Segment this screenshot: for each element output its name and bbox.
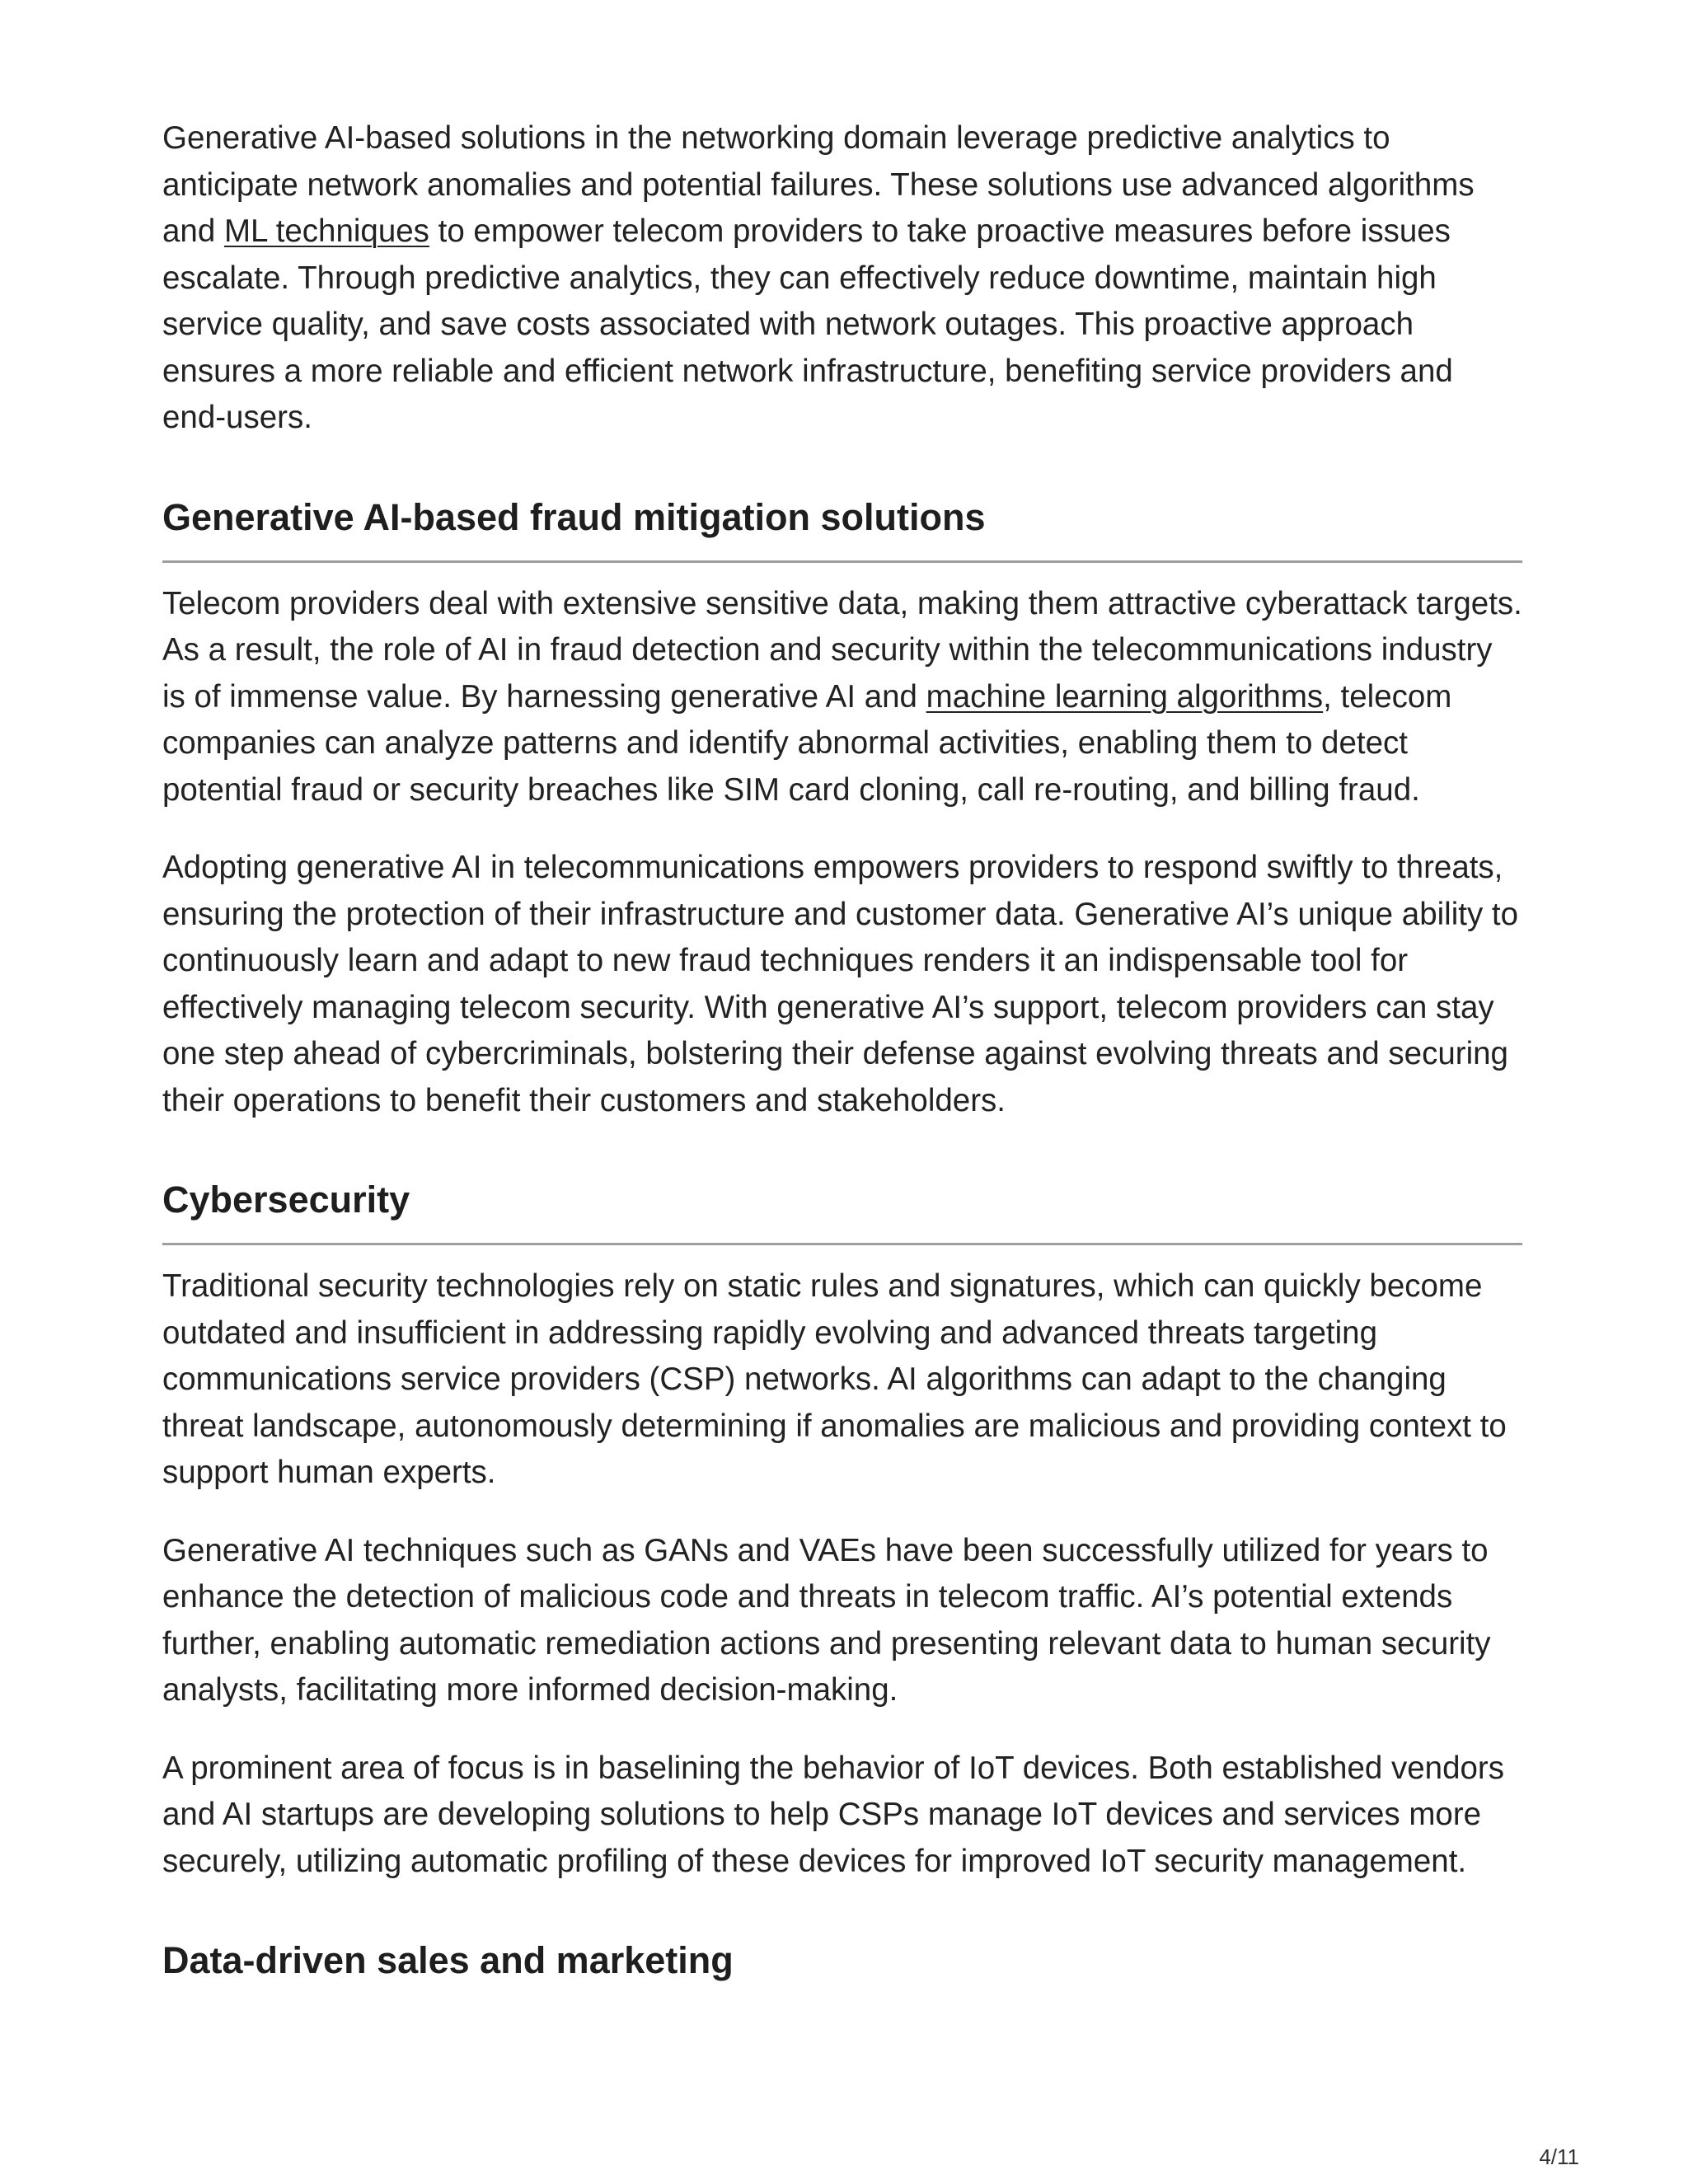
ml-techniques-link[interactable]: ML techniques	[223, 213, 429, 249]
cybersecurity-paragraph-3: A prominent area of focus is in baselining the behavior of IoT devices. Both established vendors and AI startups are developing solutions to help CSPs manage IoT devices and services more securely, utilizing automatic profiling of these devices for improved IoT security management.	[162, 1750, 1504, 1879]
intro-paragraph	[162, 115, 1522, 442]
fraud-paragraph-1	[162, 581, 1522, 814]
intro-text-post: to empower telecom providers to take proactive measures before issues escalate. Through predictive analytics, they can effectively reduce downtime, maintain high service quality, and save costs associated with network outages. This proactive approach ensures a more reliable and efficient network infrastructure, benefiting service providers and end-users.	[162, 213, 1453, 435]
fraud-p1-text-pre: Telecom providers deal with extensive sensitive data, making them attractive cyberattack targets. As a result, the role of AI in fraud detection and security within the telecommunications industry is of immense value. By harnessing generative AI and	[162, 585, 1522, 715]
cybersecurity-heading-divider	[162, 1243, 1522, 1245]
fraud-section-heading: Generative AI-based fraud mitigation solutions	[162, 495, 986, 538]
fraud-paragraph-2: Adopting generative AI in telecommunications empowers providers to respond swiftly to threats, ensuring the protection of their infrastructure and customer data. Generative AI’s unique ability to continuously learn and adapt to new fraud techniques renders it an indispensable tool for effectively managing telecom security. With generative AI’s support, telecom providers can stay one step ahead of cybercriminals, bolstering their defense against evolving threats and securing their operations to benefit their customers and stakeholders.	[162, 850, 1519, 1118]
cybersecurity-section-heading: Cybersecurity	[162, 1179, 410, 1221]
page-number: 4/11	[1539, 2144, 1579, 2169]
cybersecurity-paragraph-2: Generative AI techniques such as GANs and VAEs have been successfully utilized for years to enhance the detection of malicious code and threats in telecom traffic. AI’s potential extends further, enabling automatic remediation actions and presenting relevant data to human security analysts, facilitating more informed decision-making.	[162, 1532, 1491, 1708]
document-body	[162, 115, 1522, 1985]
machine-learning-algorithms-link[interactable]: machine learning algorithms	[926, 678, 1324, 715]
intro-text-pre: Generative AI-based solutions in the networking domain leverage predictive analytics to anticipate network anomalies and potential failures. These solutions use advanced algorithms and	[162, 120, 1475, 249]
fraud-p1-text-post: , telecom companies can analyze patterns and identify abnormal activities, enabling them to detect potential fraud or security breaches like SIM card cloning, call re-routing, and billing fraud.	[162, 678, 1452, 808]
sales-section-heading: Data-driven sales and marketing	[162, 1939, 734, 1981]
fraud-heading-divider	[162, 560, 1522, 563]
cybersecurity-paragraph-1: Traditional security technologies rely on static rules and signatures, which can quickly become outdated and insufficient in addressing rapidly evolving and advanced threats targeting communications service providers (CSP) networks. AI algorithms can adapt to the changing threat landscape, autonomously determining if anomalies are malicious and providing context to support human experts.	[162, 1268, 1507, 1490]
